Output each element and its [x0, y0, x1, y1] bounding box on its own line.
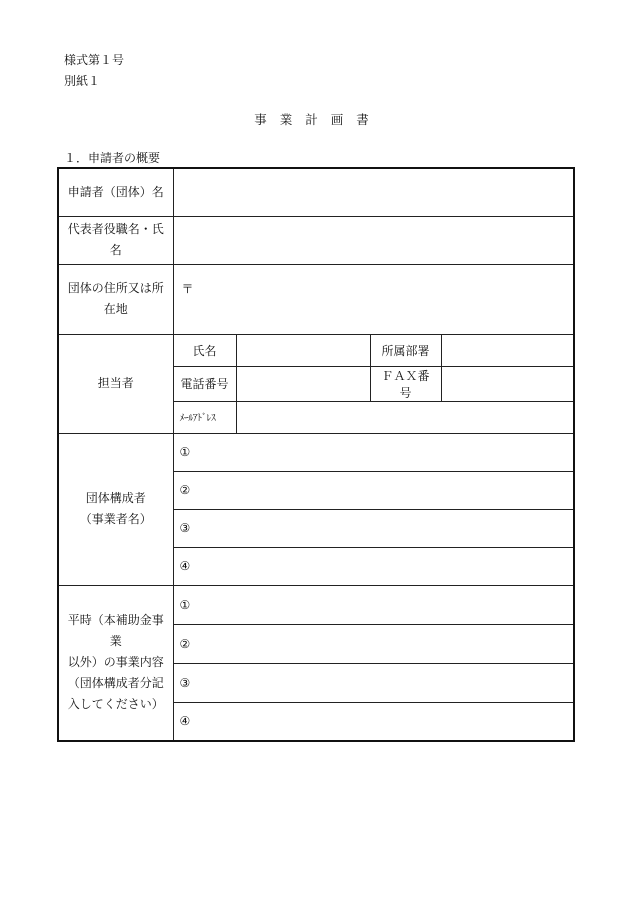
address-label-line1: 団体の住所又は所 — [67, 281, 164, 295]
members-item-4[interactable]: ④ — [173, 547, 574, 585]
normal-label-line2: 以外）の事業内容 — [67, 655, 164, 670]
attachment-number: 別紙１ — [64, 74, 101, 88]
contact-phone-field[interactable] — [236, 366, 370, 401]
applicant-overview-table — [57, 167, 575, 742]
representative-label: 代表者役職名・氏名 — [58, 216, 173, 264]
normal-business-label — [58, 585, 173, 741]
normal-label-line3: （団体構成者分記 — [67, 676, 164, 691]
representative-field[interactable] — [173, 216, 574, 264]
applicant-name-field[interactable] — [173, 168, 574, 216]
members-label-line2: （事業者名） — [79, 512, 152, 526]
contact-email-field[interactable] — [236, 401, 574, 433]
contact-fax-label: ＦＡＸ番号 — [370, 366, 441, 401]
normal-item-3[interactable]: ③ — [173, 663, 574, 702]
normal-item-1[interactable]: ① — [173, 585, 574, 624]
document-title: 事業計画書 — [254, 112, 382, 127]
members-item-2[interactable]: ② — [173, 471, 574, 509]
applicant-name-label: 申請者（団体）名 — [58, 168, 173, 216]
form-number: 様式第１号 — [64, 53, 125, 67]
contact-name-field[interactable] — [236, 334, 370, 366]
normal-item-2[interactable]: ② — [173, 624, 574, 663]
members-label — [58, 433, 173, 585]
contact-dept-label: 所属部署 — [370, 334, 441, 366]
contact-fax-field[interactable] — [441, 366, 574, 401]
address-label — [58, 264, 173, 334]
contact-dept-field[interactable] — [441, 334, 574, 366]
members-item-1[interactable]: ① — [173, 433, 574, 471]
contact-label: 担当者 — [58, 334, 173, 433]
normal-item-4[interactable]: ④ — [173, 702, 574, 741]
address-label-line2: 在地 — [103, 302, 128, 316]
normal-label-line4: 入してください） — [67, 697, 164, 712]
section-title: １．申請者の概要 — [64, 151, 161, 165]
contact-phone-label: 電話番号 — [173, 366, 236, 401]
postal-mark: 〒 — [181, 281, 194, 296]
members-item-3[interactable]: ③ — [173, 509, 574, 547]
contact-email-label: ﾒｰﾙｱﾄﾞﾚｽ — [173, 401, 236, 433]
contact-name-label: 氏名 — [173, 334, 236, 366]
members-label-line1: 団体構成者 — [85, 491, 146, 505]
address-field[interactable] — [173, 264, 574, 334]
normal-label-line1: 平時（本補助金事業 — [67, 613, 164, 649]
